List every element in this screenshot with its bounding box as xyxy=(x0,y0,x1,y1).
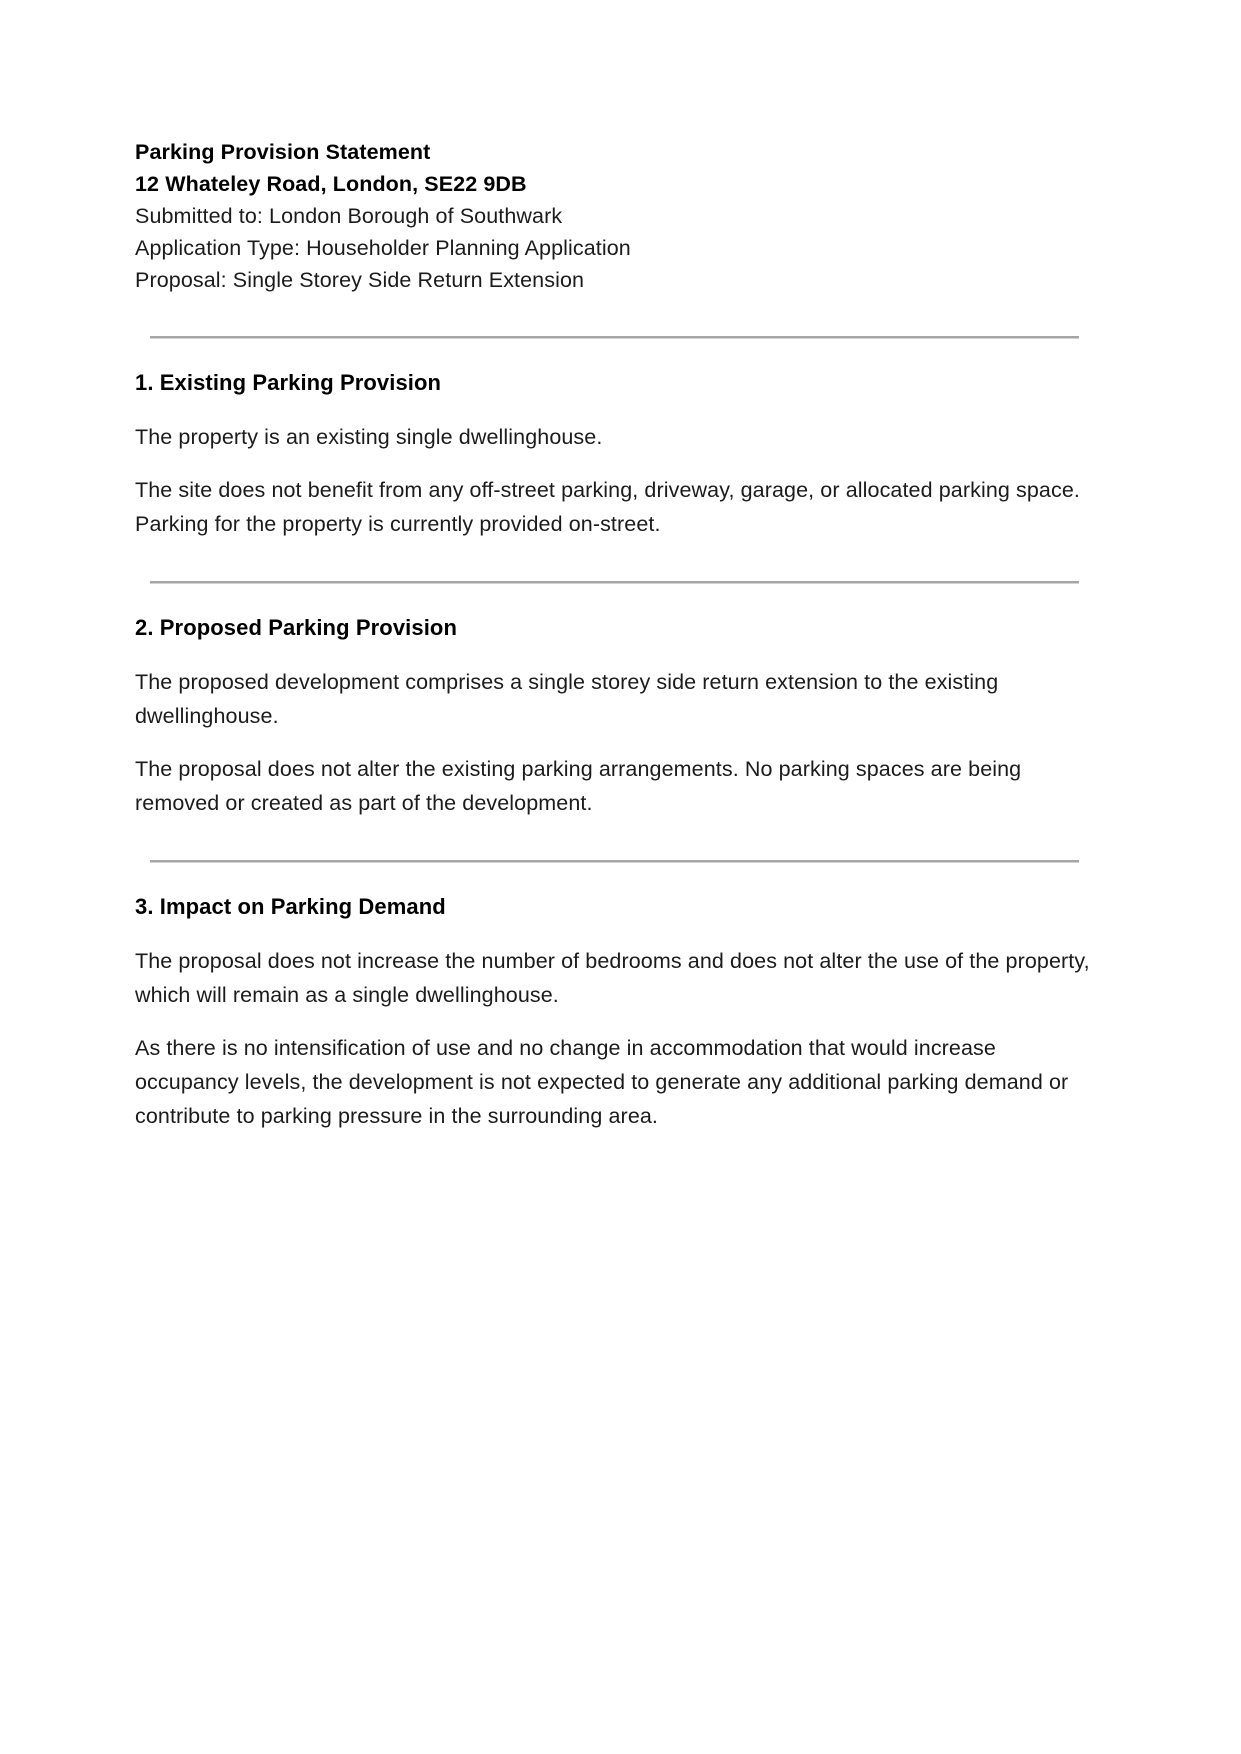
document-header xyxy=(135,136,1095,296)
doc-address: 12 Whateley Road, London, SE22 9DB xyxy=(135,172,527,196)
paragraph: The property is an existing single dwellinghouse. xyxy=(135,425,603,449)
section-heading: 2. Proposed Parking Provision xyxy=(135,615,457,640)
paragraph: The proposed development comprises a single storey side return extension to the existing dwellinghouse. xyxy=(135,670,999,728)
paragraph: As there is no intensification of use and no change in accommodation that would increase occupancy levels, the development is not expected to generate any additional parking demand or contribute to parking pressure in the surrounding area. xyxy=(135,1036,1069,1128)
section-heading: 1. Existing Parking Provision xyxy=(135,370,442,395)
section-impact-parking-demand xyxy=(135,891,1095,1133)
paragraph: The site does not benefit from any off-street parking, driveway, garage, or allocated parking space. Parking for the property is currently provided on-street. xyxy=(135,478,1080,536)
section-proposed-parking xyxy=(135,612,1095,820)
section-divider xyxy=(150,336,1079,339)
meta-application-type: Application Type: Householder Planning Application xyxy=(135,236,631,260)
section-existing-parking xyxy=(135,367,1095,541)
section-divider xyxy=(150,581,1079,584)
paragraph: The proposal does not increase the number of bedrooms and does not alter the use of the property, which will remain as a single dwellinghouse. xyxy=(135,949,1090,1007)
section-heading: 3. Impact on Parking Demand xyxy=(135,894,446,919)
meta-submitted-to: Submitted to: London Borough of Southwark xyxy=(135,204,563,228)
section-divider xyxy=(150,860,1079,863)
doc-title: Parking Provision Statement xyxy=(135,140,431,164)
paragraph: The proposal does not alter the existing parking arrangements. No parking spaces are being removed or created as part of the development. xyxy=(135,757,1022,815)
meta-proposal: Proposal: Single Storey Side Return Extension xyxy=(135,268,585,292)
